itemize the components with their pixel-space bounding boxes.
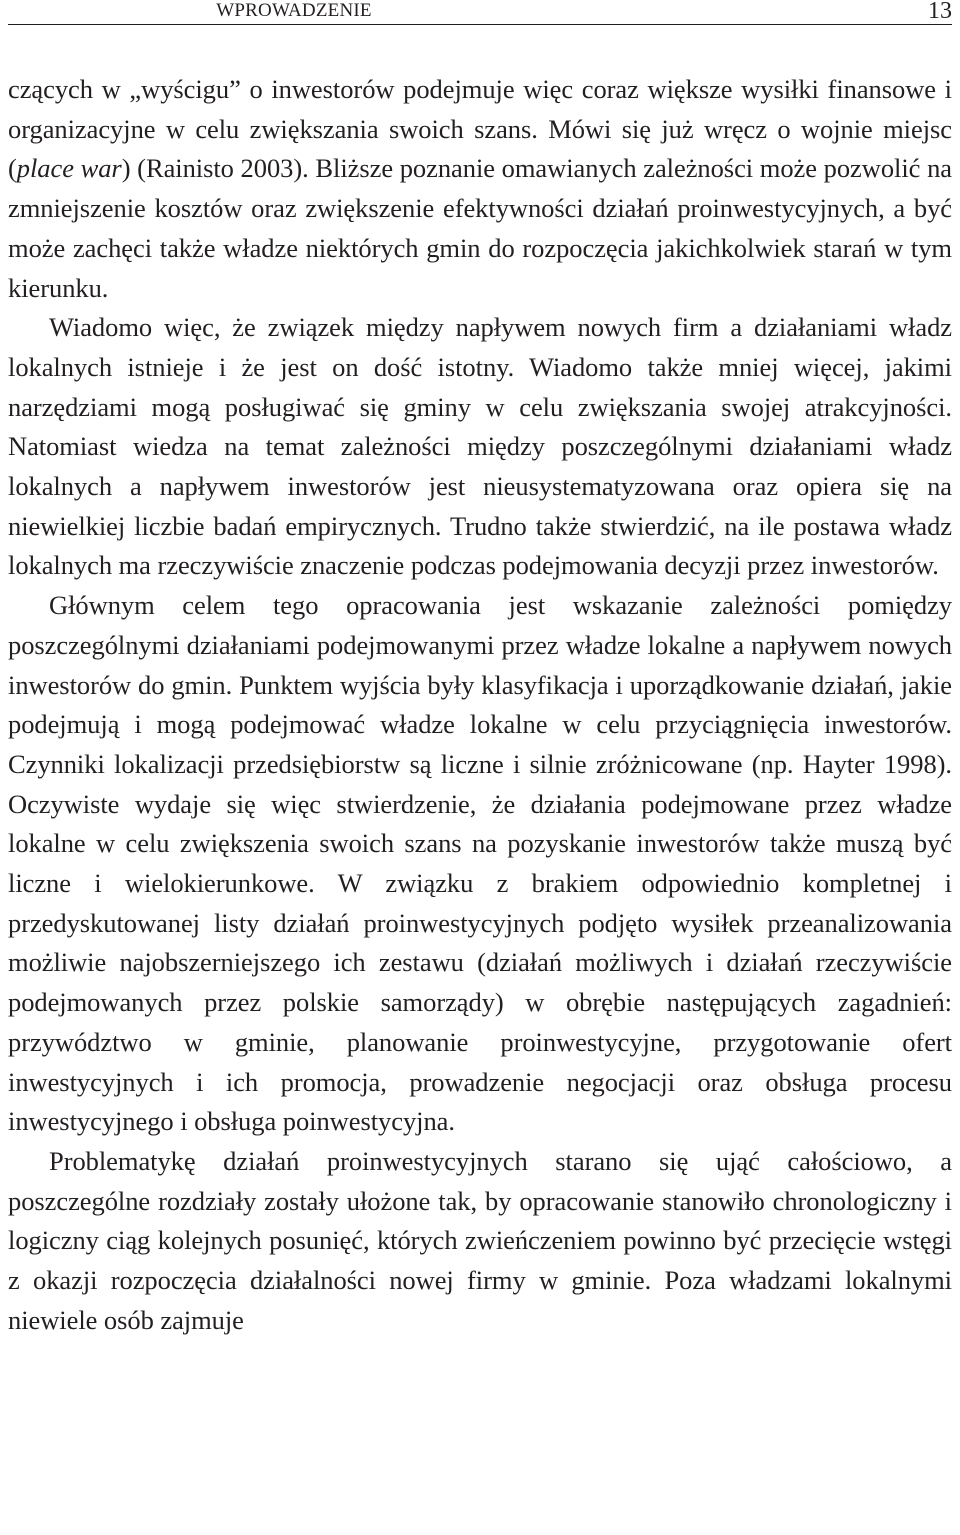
paragraph-text: Wiadomo więc, że związek między napływem nowych firm a działaniami władz lokalnych istnieje i że jest on dość istotny. Wiadomo także mniej więcej, jakimi narzędziami mogą posługiwać się gminy w celu zwiększania swojej atrakcyjności. Natomiast wiedza na temat zależności między poszczególnymi działaniami władz lokalnych a napływem inwestorów jest nieusystematyzowana oraz opiera się na niewielkiej liczbie badań empirycznych. Trudno także stwierdzić, na ile postawa władz lokalnych ma rzeczywiście znaczenie podczas podejmowania decyzji przez inwestorów. bbox=[8, 312, 952, 581]
paragraph-text: Problematykę działań proinwestycyjnych starano się ująć całościowo, a poszczególne rozdziały zostały ułożone tak, by opracowanie stanowiło chronologiczny i logiczny ciąg kolejnych posunięć, których zwieńczeniem powinno być przecięcie wstęgi z okazji rozpoczęcia działalności nowej firmy w gminie. Poza władzami lokalnymi niewiele osób zajmuje bbox=[8, 1145, 952, 1335]
paragraph-text: czących w „wyścigu” o inwestorów podejmuje więc coraz większe wysiłki finansowe i organizacyjne w celu zwiększania swoich szans. Mówi się już wręcz o wojnie miejsc ( bbox=[8, 74, 952, 184]
body-text bbox=[8, 70, 952, 1341]
paragraph-italic-term: place war bbox=[16, 153, 122, 184]
running-header bbox=[8, 0, 952, 25]
page-number: 13 bbox=[928, 0, 952, 24]
paragraph-text: Głównym celem tego opracowania jest wskazanie zależności pomiędzy poszczególnymi działaniami podejmowanymi przez władze lokalne a napływem nowych inwestorów do gmin. Punktem wyjścia były klasyfikacja i uporządkowanie działań, jakie podejmują i mogą podejmować władze lokalne w celu przyciągnięcia inwestorów. Czynniki lokalizacji przedsiębiorstw są liczne i silnie zróżnicowane (np. Hayter 1998). Oczywiste wydaje się więc stwierdzenie, że działania podejmowane przez władze lokalne w celu zwiększenia swoich szans na pozyskanie inwestorów także muszą być liczne i wielokierunkowe. W związku z brakiem odpowiednio kompletnej i przedyskutowanej listy działań proinwestycyjnych podjęto wysiłek przeanalizowania możliwie najobszerniejszego ich zestawu (działań możliwych i działań rzeczywiście podejmowanych przez polskie samorządy) w obrębie następujących zagadnień: przywództwo w gminie, planowanie proinwestycyjne, przygotowanie ofert inwestycyjnych i ich promocja, prowadzenie negocjacji oraz obsługa procesu inwestycyjnego i obsługa poinwestycyjna. bbox=[8, 590, 952, 1137]
paragraph-text: ) (Rainisto 2003). Bliższe poznanie omawianych zależności może pozwolić na zmniejszenie kosztów oraz zwiększenie efektywności działań proinwestycyjnych, a być może zachęci także władze niektórych gmin do rozpoczęcia jakichkolwiek starań w tym kierunku. bbox=[8, 153, 952, 303]
running-header-title: WPROWADZENIE bbox=[216, 0, 372, 21]
paragraph-4 bbox=[8, 1142, 952, 1341]
paragraph-3 bbox=[8, 586, 952, 1142]
paragraph-2 bbox=[8, 308, 952, 586]
paragraph-1 bbox=[8, 70, 952, 308]
